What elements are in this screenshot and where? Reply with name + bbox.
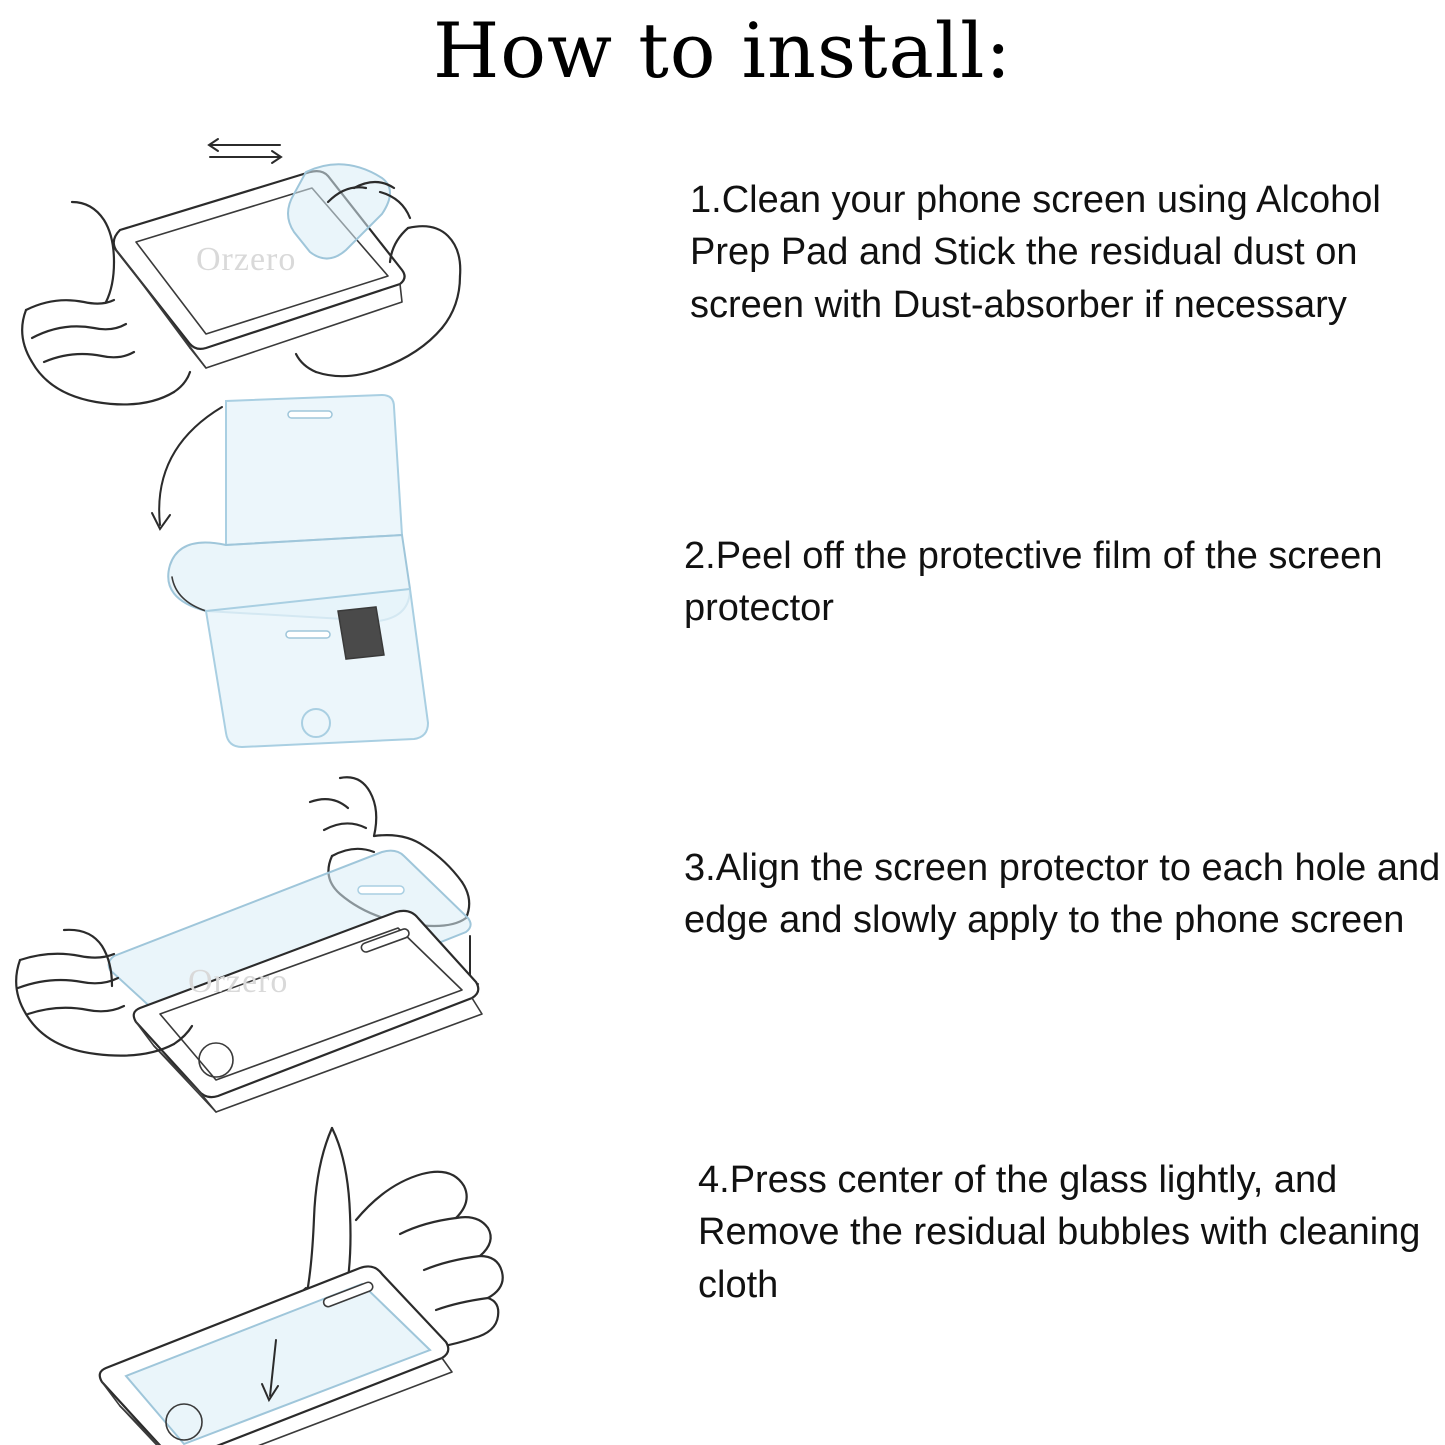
pull-tab (338, 607, 384, 659)
figure-peel-film (110, 385, 550, 755)
step-3-text: 3.Align the screen protector to each hole and edge and slowly apply to the phone screen (684, 847, 1441, 942)
watermark-text: Orzero (196, 241, 297, 278)
press-center-illustration (60, 1110, 620, 1440)
align-protector-illustration (10, 760, 630, 1130)
hands-wiping-phone-screen-illustration (10, 110, 630, 410)
figure-press-center (60, 1110, 620, 1440)
peel-direction-arrow-icon (152, 407, 222, 529)
watermark-text: Orzero (188, 963, 289, 1000)
phone-outline (100, 1266, 452, 1445)
back-and-forth-arrow-icon (209, 139, 281, 163)
screen-protector-body (206, 589, 428, 747)
peel-film-illustration (110, 385, 550, 755)
figure-clean-screen (10, 110, 630, 410)
step-4-text: 4.Press center of the glass lightly, and Remove the residual bubbles with cleaning cloth (698, 1159, 1421, 1306)
step-1-text: 1.Clean your phone screen using Alcohol Prep Pad and Stick the residual dust on screen with Dust-absorber if necessary (690, 179, 1381, 326)
step-2-text: 2.Peel off the protective film of the screen protector (684, 535, 1383, 630)
page-title: How to install: (432, 6, 1013, 95)
figure-align-protector (10, 760, 630, 1130)
screen-protector-sheet (226, 395, 402, 545)
